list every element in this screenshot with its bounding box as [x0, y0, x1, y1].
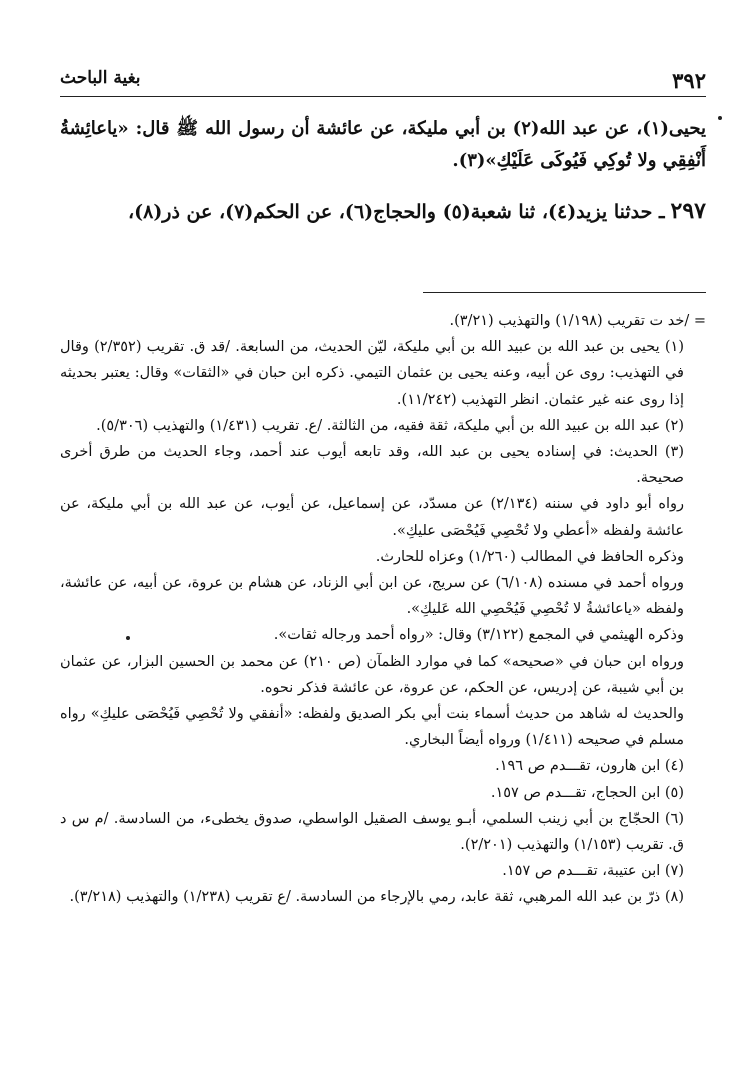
footnote-8: (٨) ذرّ بن عبد الله المرهبي، ثقة عابد، رمي بالإرجاء من السادسة. /ع تقريب (١/٢٣٨) والتهذيب (٣/٢١٨). — [69, 889, 684, 906]
footnote-1: (١) يحيى بن عبد الله بن عبيد الله بن أبي مليكة، ليّن الحديث، من السابعة. /قد ق. تقريب (٢/٣٥٢) وقال في التهذيب: روى عن أبيه، وعنه يحيى بن عثمان التيمي. ذكره ابن حبان في «الثقات» وقال: يعتبر بحديثه إذا روى عنه غير عثمان. انظر التهذيب (١١/٢٤٢). — [60, 339, 684, 408]
footnote-4: (٤) ابن هارون، تقـــدم ص ١٩٦. — [495, 758, 684, 775]
footnote-3: (٣) الحديث: في إسناده يحيى بن عبد الله، وقد تابعه أيوب عند أحمد، وجاء الحديث من طرق أخرى صحيحة. — [60, 444, 684, 487]
header-rule — [60, 96, 706, 97]
hadith-text: ـ حدثنا يزيد(٤)، ثنا شعبة(٥) والحجاج(٦)، عن الحكم(٧)، عن ذر(٨)، — [127, 201, 665, 223]
hadith-297 — [60, 195, 706, 228]
footnote-paragraph: وذكره الهيثمي في المجمع (٣/١٢٢) وقال: «رواه أحمد ورجاله ثقات». — [273, 627, 684, 644]
speck-mark — [718, 116, 722, 120]
footnotes — [60, 308, 706, 911]
footnote-paragraph: ورواه ابن حبان في «صحيحه» كما في موارد الظمآن (ص ٢١٠) عن محمد بن الحسين البزار، عن عثمان بن أبي شيبة، عن إدريس، عن الحكم، عن عروة، عن عائشة فذكر نحوه. — [60, 653, 684, 696]
main-text — [60, 113, 706, 228]
footnote-5: (٥) ابن الحجاج، تقـــدم ص ١٥٧. — [490, 784, 684, 801]
main-text-line: يحيى(١)، عن عبد الله(٢) بن أبي مليكة، عن عائشة أن رسول الله ﷺ قال: «ياعائِشةُ أَنْفِقِي ولا تُوكِي فَيُوكَى عَلَيْكِ»(٣). — [60, 118, 706, 171]
footnote-paragraph: وذكره الحافظ في المطالب (١/٢٦٠) وعزاه للحارث. — [375, 548, 684, 565]
footnote-paragraph: رواه أبو داود في سننه (٢/١٣٤) عن مسدّد، عن إسماعيل، عن أيوب، عن عبد الله بن أبي مليكة، عن عائشة ولفظه «أعطي ولا تُحْصِي فَيُحْصَى عليكِ». — [60, 496, 684, 539]
footnote-2: (٢) عبد الله بن عبيد الله بن أبي مليكة، ثقة فقيه، من الثالثة. /ع. تقريب (١/٤٣١) والتهذيب (٥/٣٠٦). — [96, 417, 684, 434]
footnote-6: (٦) الحجّاج بن أبي زينب السلمي، أبـو يوسف الصقيل الواسطي، صدوق يخطىء، من السادسة. /م س د ق. تقريب (١/١٥٣) والتهذيب (٢/٢٠١). — [60, 810, 684, 854]
running-title: بغية الباحث — [60, 68, 141, 88]
footnote-paragraph: ورواه أحمد في مسنده (٦/١٠٨) عن سريج، عن ابن أبي الزناد، عن هشام بن عروة، عن أبيه، عن عائشة، ولفظه «ياعائشةُ لا تُحْصِي فَيُحْصِي الله عَليكِ». — [60, 575, 684, 618]
footnote-continuation: = /خد ت تقريب (١/١٩٨) والتهذيب (٣/٢١). — [449, 313, 706, 329]
page-header — [60, 60, 706, 100]
hadith-number: ٢٩٧ — [670, 198, 706, 224]
footnote-7: (٧) ابن عتيبة، تقـــدم ص ١٥٧. — [502, 863, 684, 880]
page-number: ٣٩٢ — [672, 68, 706, 93]
footnote-separator — [423, 292, 706, 293]
footnote-paragraph: والحديث له شاهد من حديث أسماء بنت أبي بكر الصديق ولفظه: «أنفقي ولا تُحْصِي فَيُحْصَى عليكِ» رواه مسلم في صحيحه (١/٤١١) ورواه أيضاً البخاري. — [60, 706, 684, 749]
